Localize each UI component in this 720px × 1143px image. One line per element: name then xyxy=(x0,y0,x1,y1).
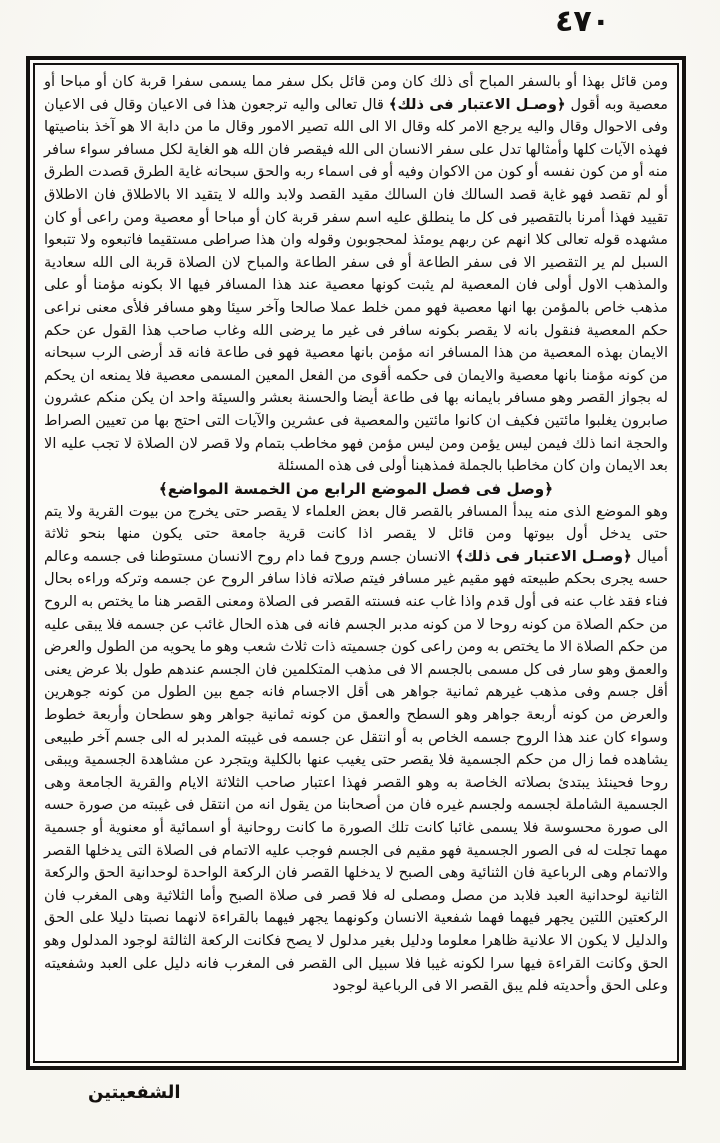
section-heading-wasl-alitibar-2: ﴿وصـل الاعتبار فى ذلك﴾ xyxy=(455,547,632,565)
chapter-heading-fourth-place: ﴿وصل فى فصل الموضع الرابع من الخمسة المواضع﴾ xyxy=(158,479,554,498)
section-heading-wasl-alitibar-1: ﴿وصـل الاعتبار فى ذلك﴾ xyxy=(388,95,566,113)
page-frame-border xyxy=(26,56,686,1070)
body-text-run: وهو الموضع الذى منه يبدأ المسافر بالقصر قال بعض العلماء لا يقصر حتى يخرج من بيوت القرية ولا يتم حتى يدخل أول بيوتها ومن قائل لا يقصر اذا كانت قرية جامعة حتى يكون منها بنحو ثلاثة أميال xyxy=(44,502,668,565)
body-text-run: الانسان جسم وروح فما دام روح الانسان مستوطنا فى جسمه وعالم حسه يجرى بحكم طبيعته فهو مقيم غير مسافر فيتم صلاته فاذا سافر الروح عن جسمه وتركه وراءه بحال فناء فقد غاب عنه فى أول قدم واذا غاب عنه فسنته القصر فى الصلاة ومعنى القصر هنا ما يختص به الروح من حكم الصلاة من كونه روحا لا من كونه مدبر الجسم فانه فى هذه الحال غائب عن جسمه فلا يبقى عليه من حكم الصلاة الا ما يختص به ومن راعى كون جسميته ذات ثلاث شعب وهو ما يحويه من الطول والعرض والعمق وهو سار فى كل مسمى بالجسم الا فى مذهب المتكلمين فان الجسم عندهم طول بلا عرض يعنى أقل جسم وفى مذهب غيرهم ثمانية جواهر هى أقل الاجسام فانه جمع بين الطول من كونه جوهرين والعرض من كونه أربعة جواهر وهو السطح والعمق من كونه ثمانية جواهر وهو سطحان وأربعة خطوط وسواء كان عند هذا الروح جسمه الخاص به أو انتقل عن جسمه فى غيبته المدبر له الى جسم آخر طبيعى يشاهده فما زال من حكم الجسمية فلا يقصر حتى يغيب عنها بالكلية ويتجرد عن مشاهدة الجسمية ويبقى روحا فحينئذ يبتدئ بصلاته الخاصة به وهو القصر فهذا اعتبار صاحب الثلاثة الايام والقرية الجامعة وهى الجسمية الشاملة لجسمه ولجسم غيره فان من أصحابنا من يقول انه من انتقل فى غيبته من صورة حسه الى صورة محسوسة فلا يسمى غائبا كانت تلك الصورة ما كانت روحانية أو اسمائية أو معنوية أو جسمية مهما تجلت له فى الصور الجسمية فهو مقيم فى الجسم فوجب عليه الاتمام فى الصلاة التى يدخلها القصر والاتمام وهى الرباعية فان الثنائية وهى الصبح لا يدخلها القصر فان الركعة الواحدة لوحدانية الحق والركعة الثانية لوحدانية العبد فلابد من مصل ومصلى له فلا قصر فى صلاة الصبح وأما الثلاثية وهى المغرب فان الركعتين اللتين يجهر فيهما فهما شفعية الانسان وكونهما يجهر فيهما بالقراءة لانهما نصبتا دليلا على الحق والدليل لا يكون الا علانية ظاهرا معلوما ودليل بغير مدلول لا يصح فكانت الركعة الثالثة لوجود المدلول وهو الحق وكانت القراءة فيها سرا لكونه غيبا فلا سبيل الى القصر فى المغرب فانه دليل على العبد وشفعيته وعلى الحق وأحديته فلم يبق القصر الا فى الرباعية لوجود xyxy=(44,547,668,995)
catchword: الشفعيتين xyxy=(88,1082,181,1103)
body-text-run: ومن قائل بهذا أو بالسفر المباح أى ذلك كان ومن قائل بكل سفر مما يسمى سفرا قربة كان أو مباحا أو معصية وبه أقول xyxy=(44,73,668,113)
paragraph-second-section xyxy=(44,501,668,998)
page-number: ٤٧٠ xyxy=(555,4,610,39)
paragraph-first-section xyxy=(44,71,668,478)
text-block xyxy=(33,63,679,1063)
body-text-run: قال تعالى واليه ترجعون هذا فى الاعيان وقال فى الاعيان وفى الاحوال وقال واليه يرجع الامر كله وقال الا الى الله تصير الامور وقال ما من دابة الا هو آخذ بناصيتها فهذه الآيات كلها وأمثالها تدل على سفر الانسان الى الله فيقصر فان الله هو الغاية لكل مسافر سواء سافر منه أو من كون نفسه أو كون من الاكوان وفيه أو فى اسماء ربه والحق سبحانه غاية الطرق قصدت الطرق أو لم تقصد فهو غاية قصد السالك فان السالك مقيد القصد ولابد والله لا يتقيد الا بالاطلاق فان الاطلاق تقييد فهذا أمرنا بالتقصير فى كل ما ينطلق عليه اسم سفر قربة كان أو مباحا أو معصية ومن راعى أو كان مشهده قوله تعالى كلا انهم عن ربهم يومئذ لمحجوبون وقوله وان هذا صراطى مستقيما فاتبعوه ولا تتبعوا السبل لم ير التقصير الا فى سفر الطاعة أو فى سفر الطاعة والمباح لان الصلاة قربة الى الله سعادية والمذهب الاول أولى فان المعصية لم يثبت كونها معصية عند هذا المسافر فيها الا بكونه مؤمنا أو على مذهب خاص بالمؤمن بها انها معصية فهو ممن خلط عملا صالحا وآخر سيئا وهو مسافر فلأى معنى نراعى حكم المعصية فنقول بانه لا يقصر بكونه سافر فى غير ما يرضى الله وغاب صاحب هذا القول عن حكم الايمان بهذه المعصية من هذا المسافر انه مؤمن بانها معصية فهو فى طاعة فانه قد أرضى الرب سبحانه من كونه مؤمنا بانها معصية والايمان فى حكمه أقوى من الفعل المعين المسمى معصية فلا يمنعه ان يحكم له بجواز القصر وهو مسافر بايمانه بها فى طاعة أيضا والحسنة بعشر والسيئة واحد ان يكن منكم عشرون صابرون يغلبوا مائتين فكيف ان كانوا مائتين والمعصية فى عشرين والآيات التى احتج بها من تعيين الصراط والحجة انما ذلك فيمن ليس يؤمن ومن ليس مؤمن فهو مخاطب بتمام ولا قصر لان الصلاة لا تجب عليه الا بعد الايمان وان كان مخاطبا بالجملة فمذهبنا أولى فى هذه المسئلة xyxy=(44,95,668,475)
